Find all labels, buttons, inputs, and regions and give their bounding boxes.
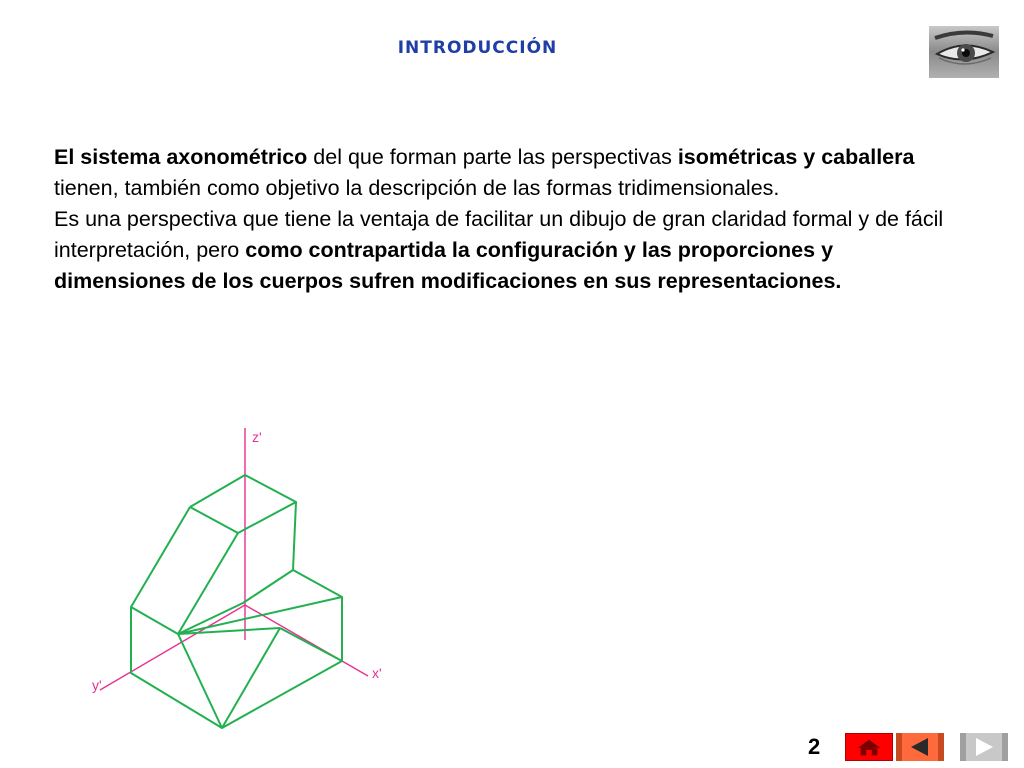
page-number: 2 <box>808 734 821 759</box>
home-button[interactable] <box>845 733 893 761</box>
bold-term-axonometric: El sistema axonométrico <box>54 145 308 169</box>
arrow-right-icon <box>966 733 1002 761</box>
next-button[interactable] <box>960 733 1008 761</box>
z-axis-label: z' <box>252 429 262 445</box>
y-axis-label: y' <box>92 677 102 693</box>
solid-edges <box>131 475 342 728</box>
previous-button[interactable] <box>896 733 944 761</box>
text-span: del que forman parte las perspectivas <box>307 145 678 169</box>
body-text <box>54 142 954 297</box>
paragraph-1 <box>54 142 954 204</box>
axonometric-figure <box>88 424 408 744</box>
bold-term-perspectives: isométricas y caballera <box>677 145 915 169</box>
slide-title: INTRODUCCIÓN <box>397 38 558 58</box>
paragraph-2 <box>54 204 954 297</box>
x-axis-label: x' <box>372 665 382 681</box>
axes <box>100 428 368 690</box>
text-span: tienen, también como objetivo la descripción de las formas tridimensionales. <box>54 176 780 200</box>
home-icon <box>846 734 892 760</box>
y-axis <box>100 605 245 690</box>
eye-photo-icon <box>929 26 999 78</box>
arrow-left-icon <box>902 733 938 761</box>
text-span: Es una perspectiva que tiene la ventaja de facilitar un dibujo de gran claridad formal y de fácil interpretación, pero <box>54 207 944 262</box>
bold-conclusion: como contrapartida la configuración y las proporciones y dimensiones de los cuerpos sufren modificaciones en sus representaciones. <box>54 238 842 293</box>
